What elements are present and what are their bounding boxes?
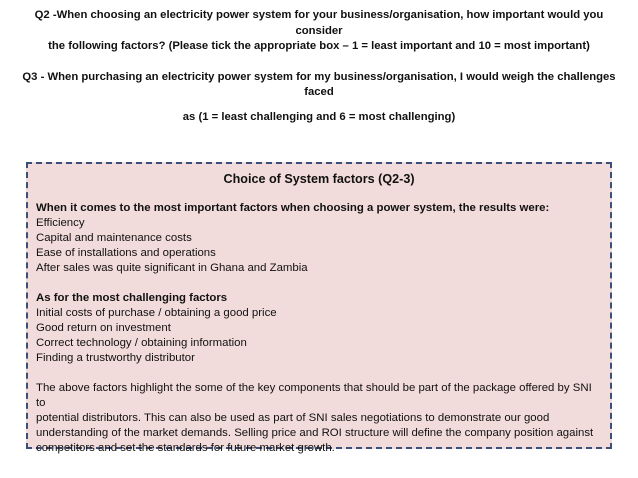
challenging-factor-item: Initial costs of purchase / obtaining a good price [36, 307, 277, 319]
important-factor-item: Efficiency [36, 217, 85, 229]
challenging-factor-item: Good return on investment [36, 322, 171, 334]
summary-box [26, 162, 612, 454]
conclusion-line: The above factors highlight the some of the key components that should be part of the package offered by SNI to [36, 382, 592, 409]
summary-title: Choice of System factors (Q2-3) [223, 172, 415, 186]
challenging-factors-heading: As for the most challenging factors [36, 292, 228, 304]
conclusion-line: understanding of the market demands. Selling price and ROI structure will define the company position against [36, 427, 594, 439]
conclusion-line: potential distributors. This can also be used as part of SNI sales negotiations to demonstrate our good [36, 412, 550, 424]
important-factor-item: After sales was quite significant in Ghana and Zambia [36, 262, 308, 274]
question-q3-line2: as (1 = least challenging and 6 = most challenging) [182, 110, 456, 123]
question-q2-line2: the following factors? (Please tick the appropriate box – 1 = least important and 10 = most important) [48, 40, 590, 52]
conclusion-line: competitors and set the standards for future market growth. [36, 442, 335, 454]
important-factor-item: Ease of installations and operations [36, 247, 216, 259]
survey-questions [14, 8, 624, 125]
challenging-factor-item: Correct technology / obtaining information [36, 337, 247, 349]
important-factor-item: Capital and maintenance costs [36, 232, 192, 244]
spacer [36, 366, 602, 381]
question-q2-line1: Q2 -When choosing an electricity power system for your business/organisation, how important would you consider [34, 9, 604, 37]
important-factors-heading: When it comes to the most important factors when choosing a power system, the results were: [36, 202, 550, 214]
spacer [36, 276, 602, 291]
conclusion-paragraph [36, 381, 602, 456]
question-q3-line1: Q3 - When purchasing an electricity power system for my business/organisation, I would weigh the challenges faced [22, 70, 616, 98]
challenging-factor-item: Finding a trustworthy distributor [36, 352, 195, 364]
